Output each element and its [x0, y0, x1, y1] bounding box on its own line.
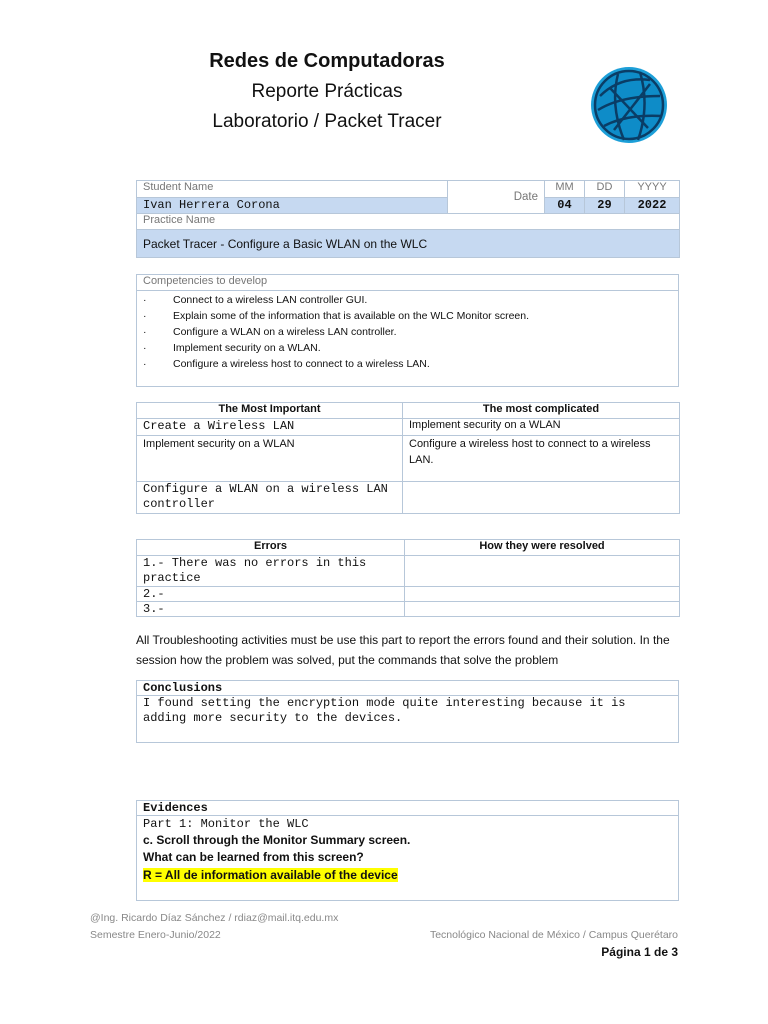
evidence-step: c. Scroll through the Monitor Summary screen.	[143, 833, 411, 847]
date-yyyy-value: 2022	[625, 198, 680, 214]
table-cell: Create a Wireless LAN	[137, 419, 403, 436]
document-title: Redes de Computadoras	[209, 50, 445, 72]
importance-table	[136, 402, 680, 514]
evidence-answer: R = All de information available of the device	[143, 868, 398, 882]
student-info-table	[136, 180, 680, 258]
list-item: · Configure a wireless host to connect to a wireless LAN.	[143, 356, 672, 372]
table-cell	[405, 587, 680, 602]
table-cell	[405, 556, 680, 587]
document-subtitle-2: Laboratorio / Packet Tracer	[212, 111, 442, 132]
competencies-table	[136, 274, 679, 387]
yyyy-label: YYYY	[625, 181, 680, 198]
table-cell: Configure a wireless host to connect to a wireless LAN.	[403, 436, 680, 482]
student-name-value: Ivan Herrera Corona	[137, 198, 448, 214]
table-cell	[405, 602, 680, 617]
conclusions-table	[136, 680, 679, 743]
date-mm-value: 04	[545, 198, 585, 214]
table-cell: Configure a WLAN on a wireless LAN controller	[137, 482, 403, 514]
evidence-part: Part 1: Monitor the WLC	[143, 817, 309, 831]
globe-network-logo-icon	[590, 66, 668, 144]
list-item: · Implement security on a WLAN.	[143, 340, 672, 356]
competencies-list	[143, 292, 672, 372]
conclusions-text: I found setting the encryption mode quite interesting because it is adding more security to the devices.	[137, 696, 679, 743]
errors-header: Errors	[137, 540, 405, 556]
table-cell: 1.- There was no errors in this practice	[137, 556, 405, 587]
date-label: Date	[448, 181, 545, 214]
student-name-label: Student Name	[137, 181, 448, 198]
footer-author: @Ing. Ricardo Díaz Sánchez / rdiaz@mail.itq.edu.mx	[90, 912, 339, 924]
practice-name-value: Packet Tracer - Configure a Basic WLAN on the WLC	[137, 230, 680, 258]
date-dd-value: 29	[585, 198, 625, 214]
page-number: Página 1 de 3	[601, 945, 678, 959]
table-cell: 2.-	[137, 587, 405, 602]
table-cell: 3.-	[137, 602, 405, 617]
most-important-header: The Most Important	[137, 403, 403, 419]
troubleshooting-paragraph: All Troubleshooting activities must be use this part to report the errors found and their solution. In the session how the problem was solved, put the commands that solve the problem	[136, 633, 670, 667]
table-cell: Implement security on a WLAN	[137, 436, 403, 482]
evidences-label: Evidences	[137, 801, 679, 816]
table-cell: Implement security on a WLAN	[403, 419, 680, 436]
footer-institution: Tecnológico Nacional de México / Campus Querétaro	[429, 929, 678, 941]
evidence-question: What can be learned from this screen?	[143, 850, 364, 864]
dd-label: DD	[585, 181, 625, 198]
list-item: · Configure a WLAN on a wireless LAN controller.	[143, 324, 672, 340]
list-item: · Connect to a wireless LAN controller GUI.	[143, 292, 672, 308]
document-subtitle: Reporte Prácticas	[251, 81, 403, 102]
mm-label: MM	[545, 181, 585, 198]
conclusions-label: Conclusions	[137, 681, 679, 696]
footer-semester: Semestre Enero-Junio/2022	[90, 929, 221, 941]
list-item: · Explain some of the information that is available on the WLC Monitor screen.	[143, 308, 672, 324]
competencies-label: Competencies to develop	[137, 275, 679, 291]
practice-name-label: Practice Name	[137, 214, 680, 230]
evidences-table	[136, 800, 679, 901]
resolved-header: How they were resolved	[405, 540, 680, 556]
most-complicated-header: The most complicated	[403, 403, 680, 419]
table-cell	[403, 482, 680, 514]
errors-table	[136, 539, 680, 617]
